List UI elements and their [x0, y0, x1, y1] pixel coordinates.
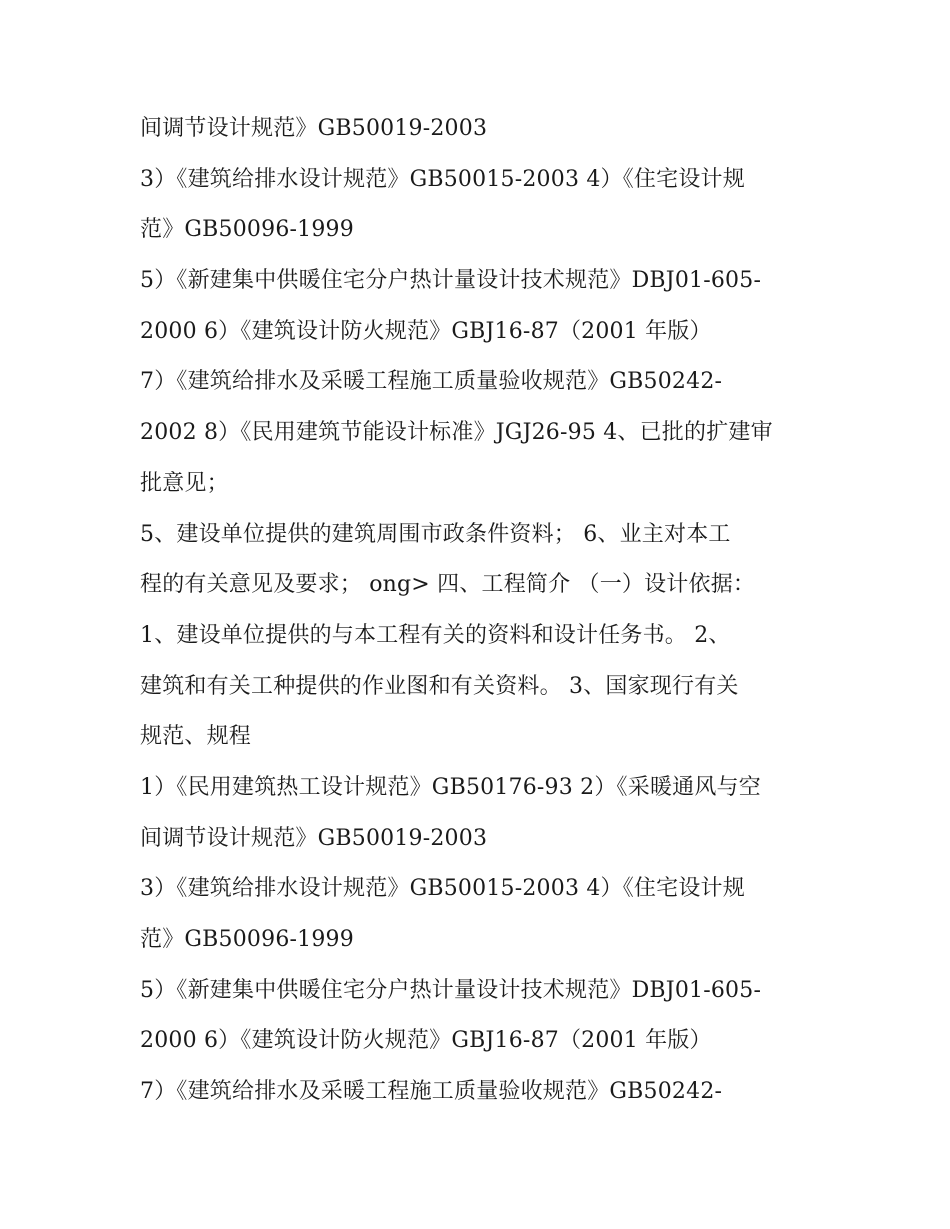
text-line: 3）《建筑给排水设计规范》GB50015-2003 4）《住宅设计规 [140, 876, 745, 902]
text-line: 5、建设单位提供的建筑周围市政条件资料； 6、业主对本工 [140, 521, 731, 547]
text-line: 批意见； [140, 470, 229, 496]
text-line: 程的有关意见及要求； ong> 四、工程简介 （一）设计依据： [140, 572, 756, 598]
text-line: 2002 8）《民用建筑节能设计标准》JGJ26-95 4、已批的扩建审 [140, 420, 773, 446]
text-line: 范》GB50096-1999 [140, 217, 354, 243]
text-line: 1、建设单位提供的与本工程有关的资料和设计任务书。 2、 [140, 622, 731, 648]
text-line: 5）《新建集中供暖住宅分户热计量设计技术规范》DBJ01-605- [140, 977, 762, 1003]
text-line: 1）《民用建筑热工设计规范》GB50176-93 2）《采暖通风与空 [140, 774, 761, 800]
text-line: 2000 6）《建筑设计防火规范》GBJ16-87（2001 年版） [140, 1028, 712, 1054]
text-line: 间调节设计规范》GB50019-2003 [140, 116, 488, 141]
text-line: 5）《新建集中供暖住宅分户热计量设计技术规范》DBJ01-605- [140, 268, 762, 294]
text-line: 间调节设计规范》GB50019-2003 [140, 825, 488, 851]
text-line: 7）《建筑给排水及采暖工程施工质量验收规范》GB50242- [140, 369, 723, 395]
text-line: 7）《建筑给排水及采暖工程施工质量验收规范》GB50242- [140, 1079, 723, 1105]
text-line: 建筑和有关工种提供的作业图和有关资料。 3、国家现行有关 [140, 673, 739, 699]
body-text [140, 104, 820, 1118]
text-line: 3）《建筑给排水设计规范》GB50015-2003 4）《住宅设计规 [140, 166, 745, 192]
text-line: 规范、规程 [140, 724, 252, 750]
text-line: 范》GB50096-1999 [140, 927, 354, 952]
text-line: 2000 6）《建筑设计防火规范》GBJ16-87（2001 年版） [140, 318, 712, 344]
